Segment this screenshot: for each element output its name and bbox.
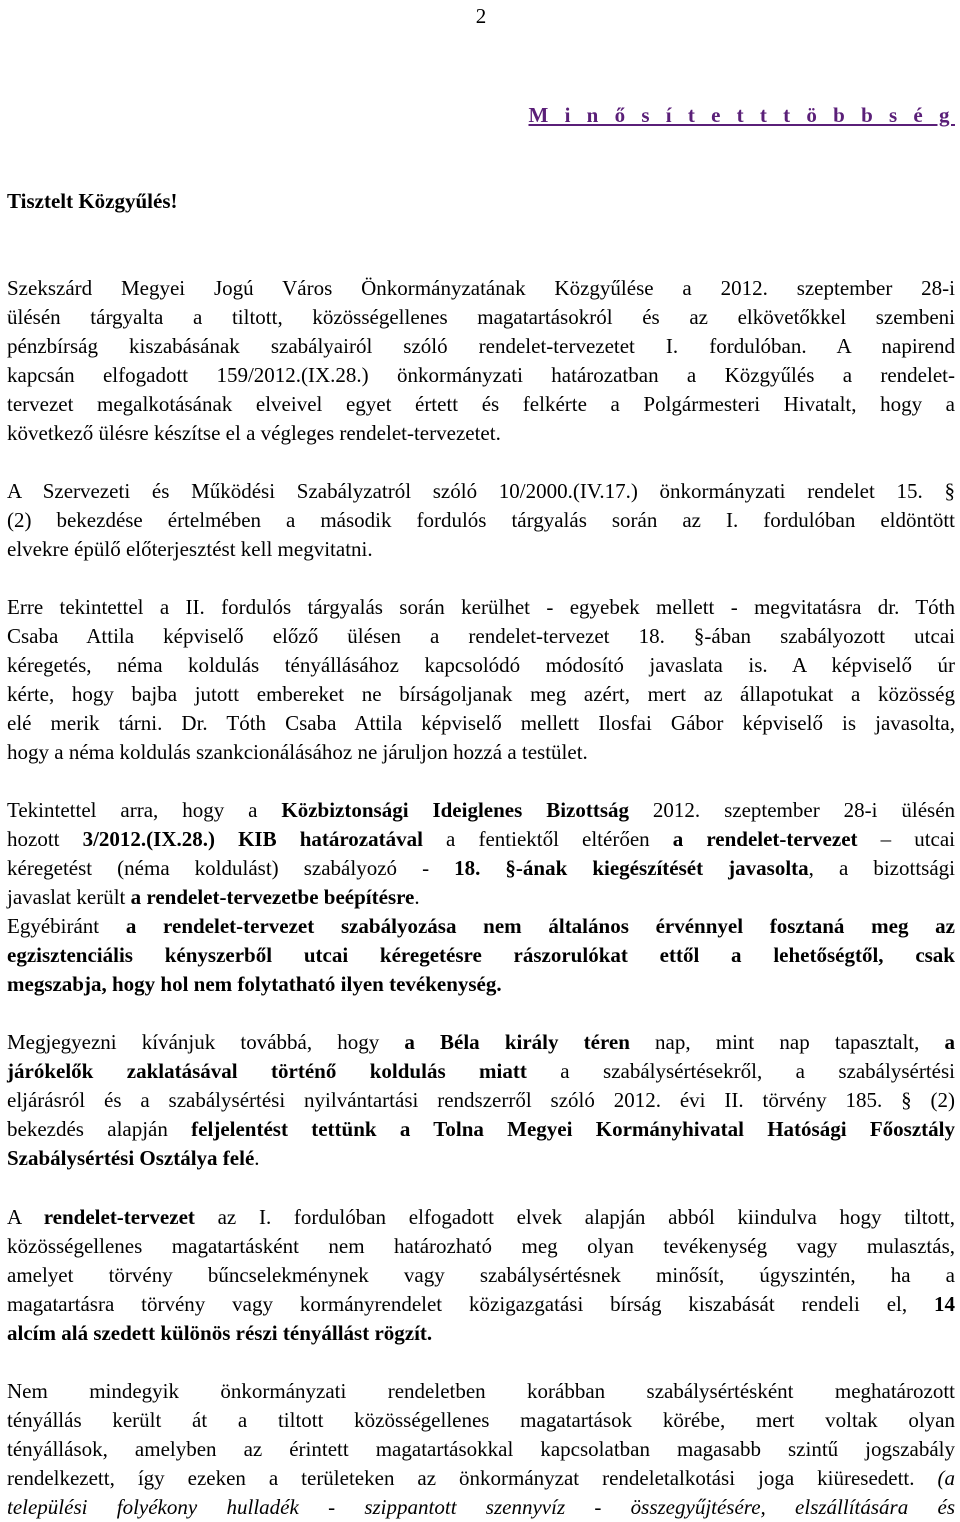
text-line: tényállás került át a tiltott közösségellenes magatartások körébe, mert voltak olyan (7, 1408, 955, 1432)
text-line: települési folyékony hulladék - szippantott szennyvíz - összegyűjtésére, elszállítására és (7, 1495, 955, 1519)
paragraph-regulation-note (7, 912, 955, 999)
paragraph-smsz (7, 477, 955, 564)
text-line: bekezdés alapján feljelentést tettünk a Tolna Megyei Kormányhivatal Hatósági Főosztály (7, 1117, 955, 1141)
paragraph-draft-content (7, 1203, 955, 1348)
text-line: Szekszárd Megyei Jogú Város Önkormányzatának Közgyűlése a 2012. szeptember 28-i (7, 276, 955, 300)
text-line: Tekintettel arra, hogy a Közbiztonsági Ideiglenes Bizottság 2012. szeptember 28-i ülésén (7, 798, 956, 822)
text-line: kérte, hogy bajba jutott embereket ne bírságoljanak meg azért, mert az állapotukat a közösség (7, 682, 955, 706)
text-line: A Szervezeti és Működési Szabályzatról szóló 10/2000.(IV.17.) önkormányzati rendelet 15. § (7, 479, 955, 503)
paragraph-previous-offences (7, 1377, 955, 1522)
text-line: amelyet törvény bűncselekménynek vagy szabálysértésnek minősít, úgyszintén, ha a (7, 1263, 955, 1287)
text-line: tervezet megalkotásának elveivel egyet értett és felkérte a Polgármesteri Hivatalt, hogy a (7, 392, 955, 416)
text-line: kéregetés, néma koldulás tényállásához kapcsolódó módosító javaslata is. A képviselő úr (7, 653, 955, 677)
text-line: Szabálysértési Osztálya felé. (7, 1146, 260, 1170)
text-line: hozott 3/2012.(IX.28.) KIB határozatával a fentiektől eltérően a rendelet-tervezet – utcai (7, 827, 956, 851)
paragraph-intro (7, 274, 955, 448)
text-line: eljárásról és a szabálysértési nyilvántartási rendszerről szóló 2012. évi II. törvény 185. § (2) (7, 1088, 955, 1112)
paragraph-committee (7, 796, 955, 912)
text-line: elvekre épülő előterjesztést kell megvitatni. (7, 537, 373, 561)
text-line: kapcsán elfogadott 159/2012.(IX.28.) önkormányzati határozatban a Közgyűlés a rendelet- (7, 363, 955, 387)
text-line: magatartásra törvény vagy kormányrendelet közigazgatási bírság kiszabását rendeli el, 14 (7, 1292, 955, 1316)
text-line: Csaba Attila képviselő előző ülésen a rendelet-tervezet 18. §-ában szabályozott utcai (7, 624, 955, 648)
text-line: megszabja, hogy hol nem folytatható ilyen tevékenység. (7, 972, 502, 996)
text-line: Megjegyezni kívánjuk továbbá, hogy a Béla király téren nap, mint nap tapasztalt, a (7, 1030, 955, 1054)
greeting: Tisztelt Közgyűlés! (7, 189, 178, 213)
text-line: rendelkezett, így ezeken a területeken az önkormányzat rendeletalkotási joga kiüresedett. (a (7, 1466, 955, 1490)
text-line: járókelők zaklatásával történő koldulás miatt a szabálysértésekről, a szabálysértési (7, 1059, 955, 1083)
text-line: (2) bekezdése értelmében a második fordulós tárgyalás során az I. fordulóban eldöntött (7, 508, 955, 532)
text-line: ülésén tárgyalta a tiltott, közösségellenes magatartásokról és az elkövetőkkel szembeni (7, 305, 955, 329)
text-line: javaslat került a rendelet-tervezetbe beépítésre. (7, 885, 420, 909)
page-number: 2 (475, 4, 487, 28)
text-line: tényállások, amelyben az érintett magatartásokkal kapcsolatban magasabb szintű jogszabály (7, 1437, 955, 1461)
text-line: A rendelet-tervezet az I. fordulóban elfogadott elvek alapján abból kiindulva hogy tiltott, (7, 1205, 955, 1229)
text-line: kéregetést (néma koldulást) szabályozó - 18. §-ának kiegészítését javasolta, a bizottsági (7, 856, 955, 880)
text-line: Erre tekintettel a II. fordulós tárgyalás során kerülhet - egyebek mellett - megvitatásra dr. Tóth (7, 595, 955, 619)
text-line: Egyébiránt a rendelet-tervezet szabályozása nem általános érvénnyel fosztaná meg az (7, 914, 955, 938)
voting-requirement-heading: M i n ő s í t e t t t ö b b s é g (528, 103, 955, 127)
text-line: közösségellenes magatartásként nem határozható meg olyan tevékenység vagy mulasztás, (7, 1234, 955, 1258)
text-line: alcím alá szedett különös részi tényállást rögzít. (7, 1321, 433, 1345)
text-line: egzisztenciális kényszerből utcai kéregetésre rászorulókat ettől a lehetőségtől, csak (7, 943, 955, 967)
text-line: pénzbírság kiszabásának szabályairól szóló rendelet-tervezetet I. fordulóban. A napirend (7, 334, 955, 358)
text-line: Nem mindegyik önkormányzati rendeletben korábban szabálysértésként meghatározott (7, 1379, 955, 1403)
text-line: hogy a néma koldulás szankcionálásához ne járuljon hozzá a testület. (7, 740, 588, 764)
paragraph-bela-kiraly-ter (7, 1028, 955, 1173)
text-line: következő ülésre készítse el a végleges rendelet-tervezetet. (7, 421, 501, 445)
paragraph-second-round (7, 593, 955, 767)
text-line: elé merik tárni. Dr. Tóth Csaba Attila képviselő mellett Ilosfai Gábor képviselő is javasolta, (7, 711, 955, 735)
